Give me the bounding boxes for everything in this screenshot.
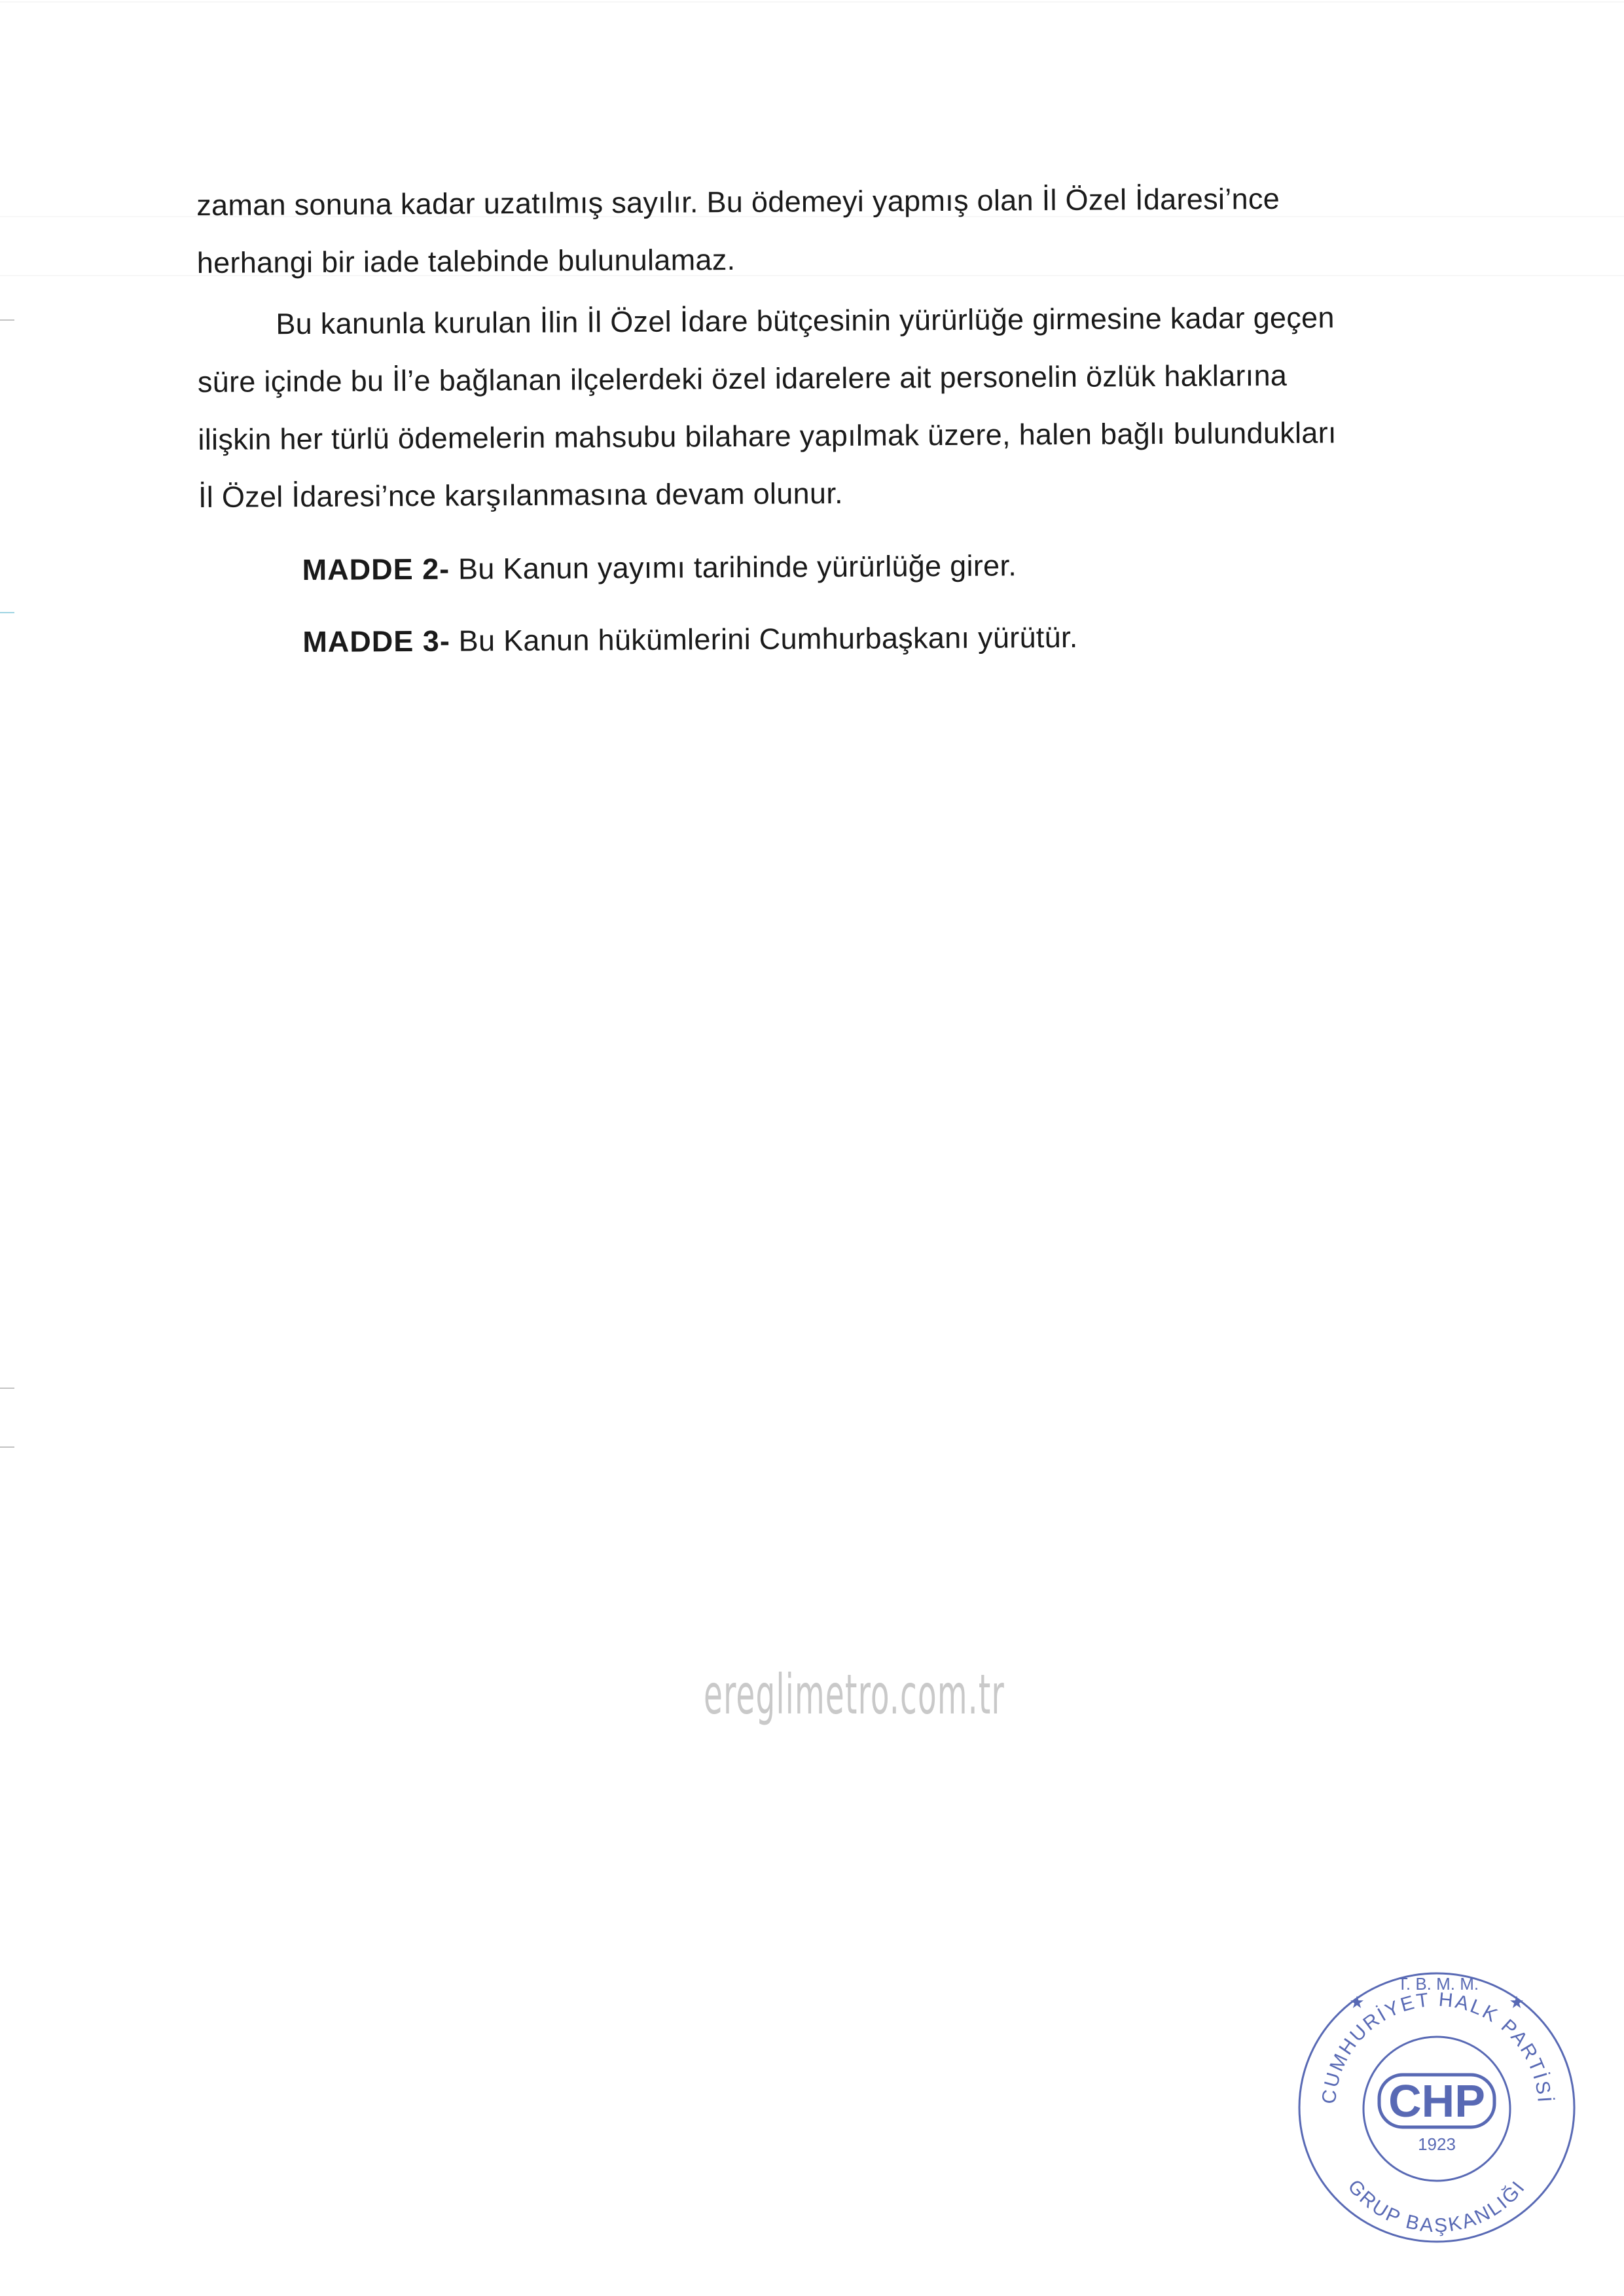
- text-line: Bu kanunla kurulan İlin İl Özel İdare bütçesinin yürürlüğe girmesine kadar geçen: [276, 300, 1335, 341]
- text-line: ilişkin her türlü ödemelerin mahsubu bilahare yapılmak üzere, halen bağlı bulundukları: [198, 416, 1337, 456]
- document-body: [196, 169, 1443, 672]
- scan-edge-mark: [0, 1388, 14, 1389]
- text-line: herhangi bir iade talebinde bulunulamaz.: [196, 242, 736, 279]
- paragraph-1: [196, 169, 1441, 292]
- star-icon: ★: [1349, 1993, 1365, 2013]
- paragraph-2: [197, 288, 1442, 526]
- scan-edge-mark: [0, 612, 14, 613]
- scan-edge-mark: [0, 319, 14, 321]
- stamp-year: 1923: [1418, 2134, 1456, 2154]
- text-line: zaman sonuna kadar uzatılmış sayılır. Bu ödemeyi yapmış olan İl Özel İdaresi’nce: [196, 181, 1280, 222]
- star-icon: ★: [1509, 1993, 1525, 2013]
- article-3: [199, 606, 1443, 672]
- party-stamp: [1286, 1957, 1587, 2258]
- chp-logo: CHP: [1388, 2075, 1485, 2126]
- site-watermark: ereglimetro.com.tr: [704, 1662, 1005, 1727]
- article-2: [198, 534, 1443, 600]
- article-label: MADDE 2-: [302, 552, 450, 587]
- scan-edge-mark: [0, 1446, 14, 1448]
- stamp-bottom-text: GRUP BAŞKANLIĞI: [1343, 2176, 1530, 2237]
- stamp-top-text: T. B. M. M.: [1397, 1974, 1479, 1994]
- scan-artifact: [0, 1, 1624, 3]
- stamp-ring-text: CUMHURİYET HALK PARTİSİ: [1318, 1988, 1555, 2106]
- article-text: Bu Kanun yayımı tarihinde yürürlüğe girer.: [450, 548, 1017, 586]
- svg-text:GRUP BAŞKANLIĞI: [1343, 2176, 1530, 2236]
- article-text: Bu Kanun hükümlerini Cumhurbaşkanı yürütür.: [450, 620, 1078, 658]
- text-line: süre içinde bu İl’e bağlanan ilçelerdeki özel idarelere ait personelin özlük haklarına: [197, 358, 1288, 399]
- article-label: MADDE 3-: [302, 624, 451, 659]
- text-line: İl Özel İdaresi’nce karşılanmasına devam olunur.: [198, 476, 844, 514]
